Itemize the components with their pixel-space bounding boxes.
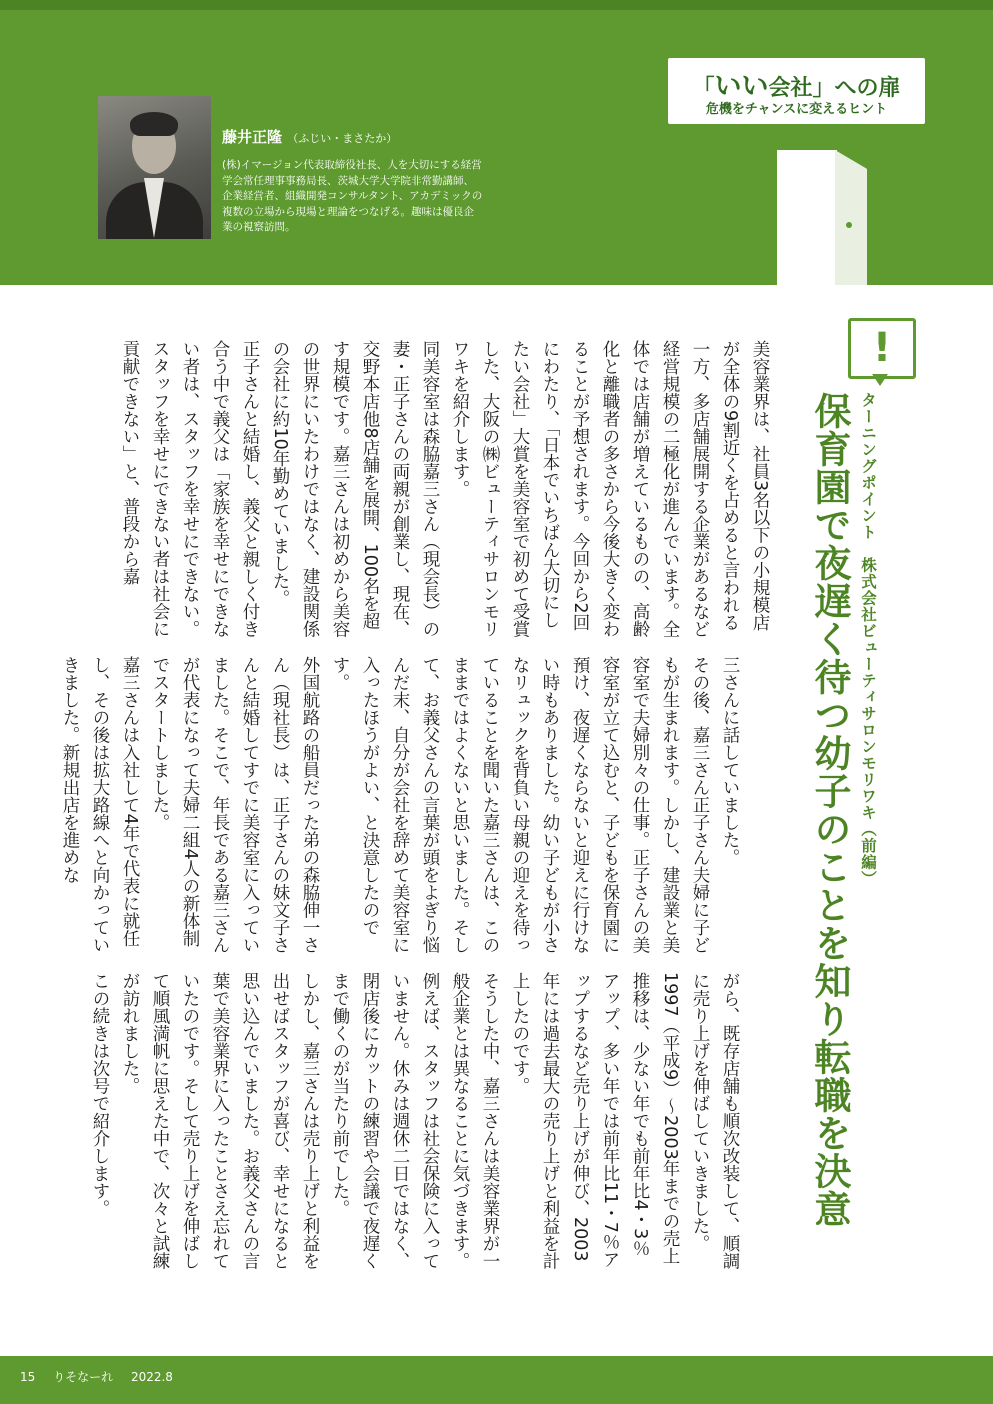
header-band (0, 0, 993, 285)
door-icon (777, 150, 837, 285)
article-paragraph: そうした中、嘉三さんは美容業界が一般企業とは異なることに気づきます。例えば、スタッフは社会保険に入っていません。休みは週休二日ではなく、閉店後にカットの練習や会議で夜遅くまで働くのが当たり前でした。 (330, 972, 500, 1270)
article-paragraph: 嘉三さんは入社して4年で代表に就任し、その後は拡大路線へと向かっていきました。新規出店を進めな (60, 656, 140, 954)
page-number: 15 (20, 1370, 36, 1384)
author-photo (98, 96, 211, 239)
article-paragraph: 外国航路の船員だった弟の森脇伸一さん（現社長）は、正子さんの妹文子さんと結婚してすでに美容室に入っていました。そこで、年長である嘉三さんが代表になって夫婦二組4人の新体制でスタートしました。 (150, 656, 320, 954)
alert-pointer-icon (872, 374, 888, 386)
article-paragraph: 同美容室は森脇嘉三さん（現会長）の妻・正子さんの両親が創業し、現在、交野本店他8店舗を展開、100名を超す規模です。嘉三さんは初めから美容の世界にいたわけではなく、建設関係の会社に約10年勤めていました。 (270, 340, 440, 638)
series-title-part2: 会社」への扉 (768, 76, 901, 101)
author-bio: (株)イマージョン代表取締役社長、人を大切にする経営学会常任理事事務局長、茨城大学大学院非常勤講師、企業経営者、組織開発コンサルタント、アカデミックの複数の立場から現場と理論をつなげる。趣味は優良企業の視察訪問。 (222, 159, 483, 233)
article-paragraph: がら、既存店舗も順次改装して、順調に売り上げを伸ばしていきました。1997（平成9）〜2003年までの売上推移は、少ない年でも前年比4・3％アップ、多い年では前年比11・7％アップするなど売り上げが伸び、2003年には過去最大の売り上げと利益を計上したのです。 (510, 972, 740, 1270)
series-title-part1: 「 (692, 76, 715, 101)
photo-hair (130, 112, 178, 136)
article-paragraph: 美容業界は、社員3名以下の小規模店が全体の9割近くを占めると言われる一方、多店舗展開する企業があるなど経営規模の二極化が進んでいます。全体では店舗が増えているものの、高齢化と離職者の多さから今後大きく変わることが予想されます。今回から2回にわたり、「日本でいちばん大切にしたい会社」大賞を美容室で初めて受賞した、大阪の㈱ビューティサロンモリワキを紹介します。 (450, 340, 770, 638)
series-title-emph: いい (714, 71, 769, 102)
author-name (222, 126, 397, 147)
article-middle-tier (60, 656, 745, 956)
exclamation-mark: ! (872, 325, 892, 371)
article-kicker: ターニングポイント 株式会社ビューティサロンモリワキ（前編） (859, 392, 877, 887)
article-paragraph: その後、嘉三さん正子さん夫婦に子どもが生まれます。しかし、建設業と美容室で夫婦別々の仕事。正子さんの美容室が立て込むと、子どもを保育園に預け、夜遅くならないと迎えに行けない時もありました。幼い子どもが小さなリュックを背負い母親の迎えを待っていることを聞いた嘉三さんは、このままではよくないと思いました。そして、お義父さんの言葉が頭をよぎり悩んだ末、自分が会社を辞めて美容室に入ったほうがよい、と決意したのです。 (330, 656, 710, 954)
article-headline: 保育園で夜遅く待つ幼子のことを知り転職を決意 (808, 392, 851, 1228)
door-knob-icon (846, 222, 852, 228)
door-panel-icon (835, 150, 867, 285)
article-lower-tier (80, 972, 745, 1272)
series-title-box (668, 58, 925, 124)
series-subtitle: 危機をチャンスに変えるヒント (705, 102, 888, 117)
header-top-edge (0, 0, 993, 10)
footer-band (0, 1356, 993, 1404)
author-name-text: 藤井正隆 (222, 128, 283, 146)
issue-date: 2022.8 (130, 1370, 173, 1384)
article-paragraph: この続きは次号で紹介します。 (90, 972, 110, 1217)
article-paragraph: 三さんに話していました。 (720, 656, 740, 866)
exclamation-icon (848, 318, 916, 379)
magazine-name: りそなーれ (53, 1370, 114, 1384)
article-paragraph: 正子さんと結婚し、義父と親しく付き合う中で義父は「家族を幸せにできない者は、スタッフを幸せにできない。スタッフを幸せにできない者は社会に貢献できない」と、普段から嘉 (120, 340, 260, 638)
author-name-kana: （ふじい・まさたか） (287, 132, 398, 145)
footer-info (20, 1368, 187, 1385)
article-paragraph: しかし、嘉三さんは売り上げと利益を出せばスタッフが喜び、幸せになると思い込んでいました。お義父さんの言葉で美容業界に入ったことさえ忘れていたのです。そして売り上げを伸ばして順風満帆に思えた中で、次々と試練が訪れました。 (120, 972, 320, 1270)
article-upper-tier (80, 340, 775, 640)
